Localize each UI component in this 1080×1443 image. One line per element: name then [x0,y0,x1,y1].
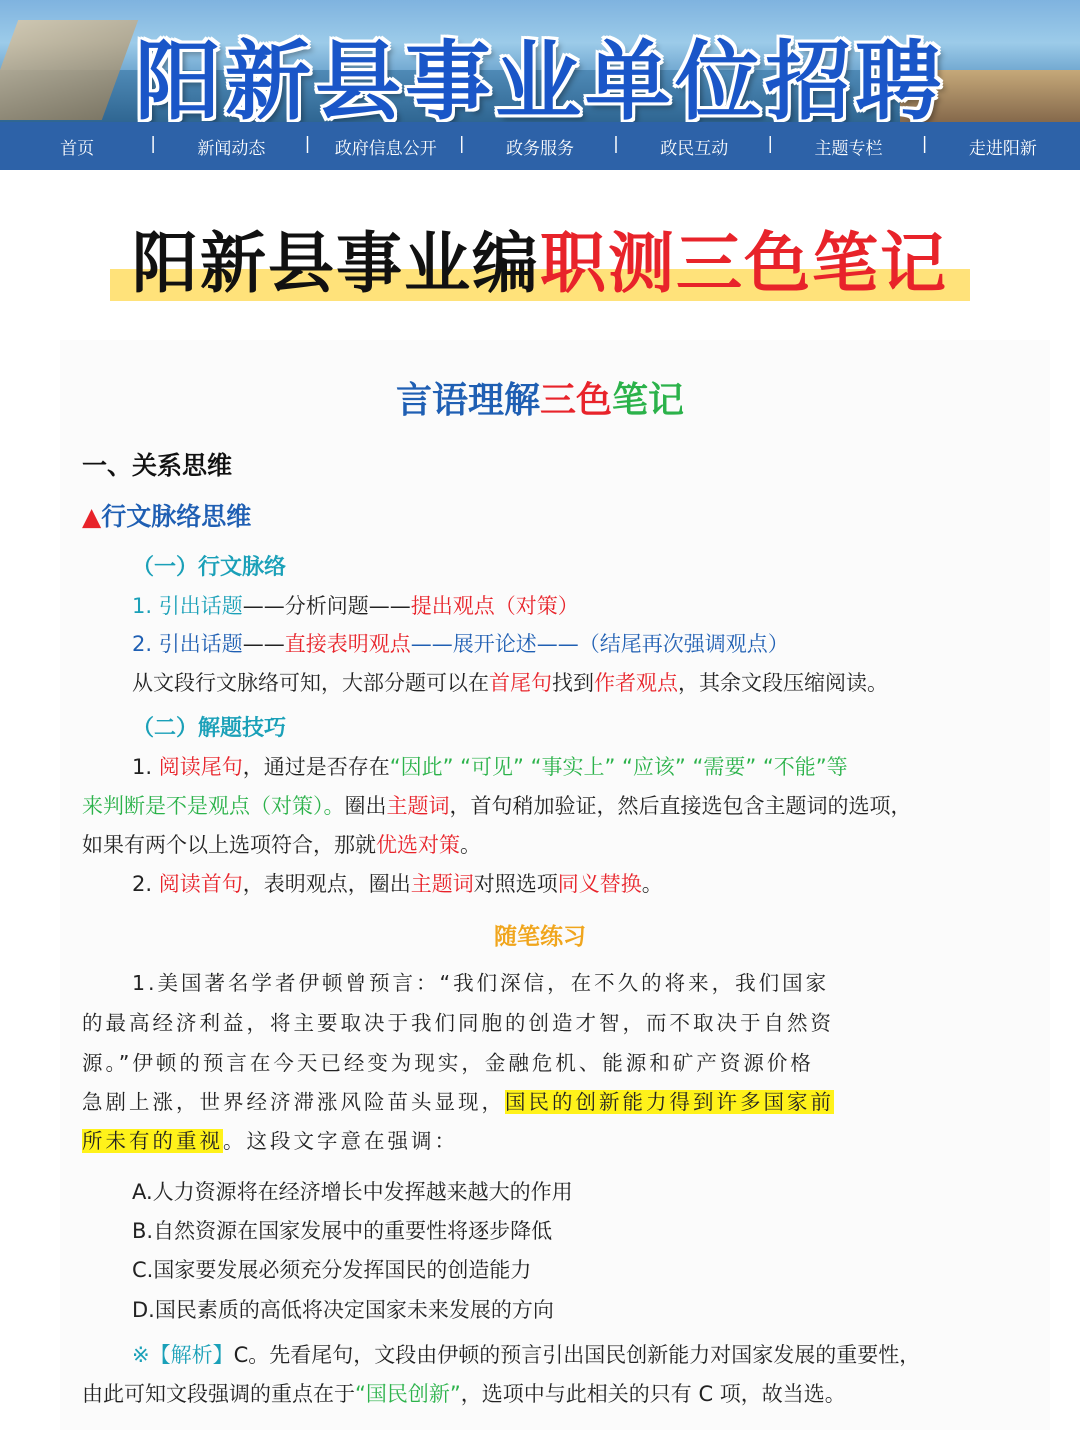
subheading-1: （一）行文脉络 [132,555,287,580]
question-line-2: 的最高经济利益，将主要取决于我们同胞的创造才智，而不取决于自然资 [82,1011,834,1035]
analysis-line-2: 由此可知文段强调的重点在于“国民创新”，选项中与此相关的只有 C 项，故当选。 [82,1382,846,1406]
option-d: D.国民素质的高低将决定国家未来发展的方向 [132,1298,554,1322]
headline-part2: 职测三色笔记 [540,225,948,302]
subheading-2: （二）解题技巧 [132,716,287,741]
nav-item-services[interactable]: | 政务服务 [463,134,617,159]
question-line-1: 1.美国著名学者伊顿曾预言：“我们深信，在不久的将来，我们国家 [132,971,830,995]
option-b: B.自然资源在国家发展中的重要性将逐步降低 [132,1219,553,1243]
headline [0,210,1080,305]
flow-line-1: 1. 引出话题——分析问题——提出观点（对策） [132,594,579,618]
headline-part1: 阳新县事业编 [132,225,540,302]
tip1-line3: 如果有两个以上选项符合，那就优选对策。 [82,833,481,857]
tip1-line1: 1. 阅读尾句，通过是否存在“因此” “可见” “事实上” “应该” “需要” “不能”等 [132,755,848,779]
triangle-icon: ▲ [82,502,102,531]
section-heading-2: ▲行文脉络思维 [82,502,252,531]
nav-item-news[interactable]: | 新闻动态 [154,134,308,159]
nav-item-gov-info[interactable]: | 政府信息公开 [309,134,463,159]
summary-line: 从文段行文脉络可知，大部分题可以在首尾句找到作者观点，其余文段压缩阅读。 [132,671,888,695]
nav-item-topics[interactable]: | 主题专栏 [771,134,925,159]
question-line-4: 急剧上涨，世界经济滞涨风险苗头显现，国民的创新能力得到许多国家前 [82,1090,834,1114]
question-line-3: 源。”伊顿的预言在今天已经变为现实，金融危机、能源和矿产资源价格 [82,1051,814,1075]
banner [0,0,1080,122]
flow-line-2: 2. 引出话题——直接表明观点——展开论述——（结尾再次强调观点） [132,632,789,656]
analysis-line-1: ※【解析】C。先看尾句，文段由伊顿的预言引出国民创新能力对国家发展的重要性， [132,1343,921,1367]
top-nav [0,122,1080,170]
nav-item-interaction[interactable]: | 政民互动 [617,134,771,159]
question-line-5: 所未有的重视。这段文字意在强调： [82,1129,458,1153]
highlighted-text: 所未有的重视 [82,1129,223,1153]
doc-title: 言语理解三色笔记 [395,380,685,421]
option-a: A.人力资源将在经济增长中发挥越来越大的作用 [132,1180,573,1204]
nav-item-about[interactable]: | 走进阳新 [926,134,1080,159]
option-c: C.国家要发展必须充分发挥国民的创造能力 [132,1258,532,1282]
section-heading-1: 一、关系思维 [82,451,233,480]
banner-title: 阳新县事业单位招聘 [135,32,945,122]
tip2-line: 2. 阅读首句，表明观点，圈出主题词对照选项同义替换。 [132,872,663,896]
highlighted-text: 国民的创新能力得到许多国家前 [505,1090,834,1114]
practice-title: 随笔练习 [494,924,586,950]
nav-item-home[interactable]: 首页 [60,138,95,159]
tip1-line2: 来判断是不是观点（对策）。圈出主题词，首句稍加验证，然后直接选包含主题词的选项， [82,794,912,818]
